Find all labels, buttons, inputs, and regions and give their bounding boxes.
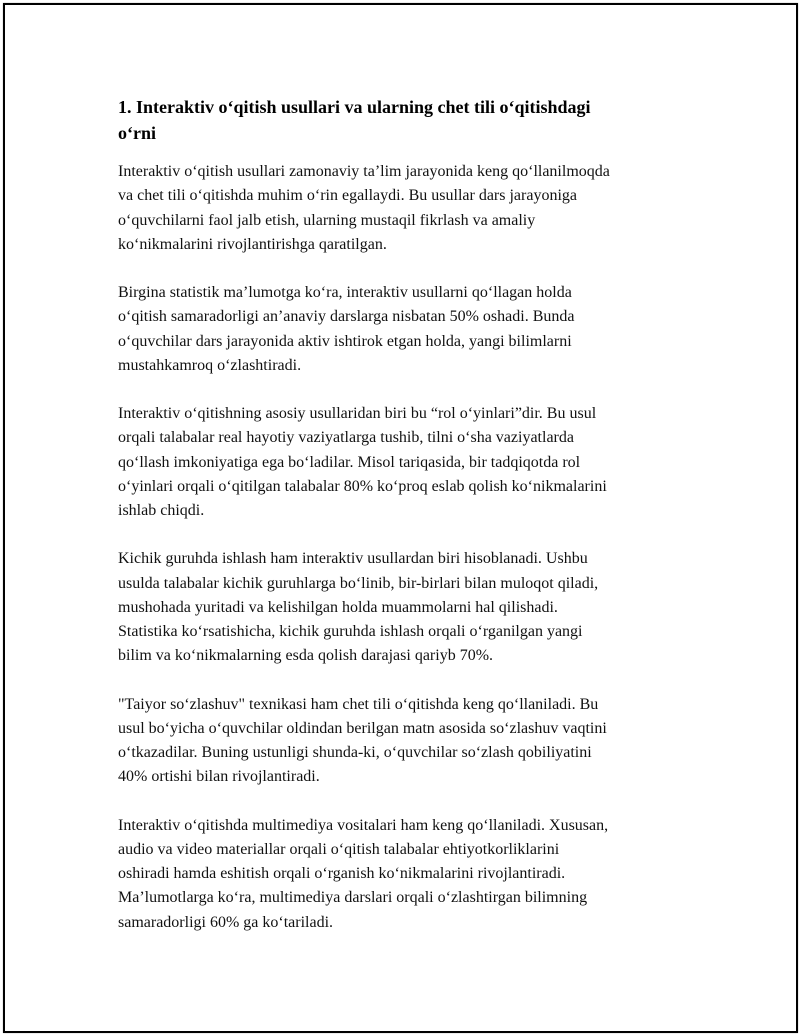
paragraph-line: Kichik guruhda ishlash ham interaktiv usullardan biri hisoblanadi. Ushbu xyxy=(118,550,588,568)
document-content xyxy=(118,94,748,959)
paragraph-line: oshiradi hamda eshitish orqali o‘rganish ko‘nikmalarini rivojlantiradi. xyxy=(118,865,566,883)
paragraph-4 xyxy=(118,547,748,668)
paragraph-line: o‘tkazadilar. Buning ustunligi shunda-ki, o‘quvchilar so‘zlash qobiliyatini xyxy=(118,744,592,762)
paragraph-line: audio va video materiallar orqali o‘qitish talabalar ehtiyotkorliklarini xyxy=(118,840,560,858)
paragraph-line: o‘yinlari orqali o‘qitilgan talabalar 80% ko‘proq eslab qolish ko‘nikmalarini xyxy=(118,477,607,495)
paragraph-line: Interaktiv o‘qitishda multimediya vositalari ham keng qo‘llaniladi. Xususan, xyxy=(118,816,609,834)
paragraph-line: va chet tili o‘qitishda muhim o‘rin egallaydi. Bu usullar dars jarayoniga xyxy=(118,187,577,205)
paragraph-line: Interaktiv o‘qitishning asosiy usullaridan biri bu “rol o‘yinlari”dir. Bu usul xyxy=(118,404,597,422)
paragraph-line: Birgina statistik ma’lumotga ko‘ra, interaktiv usullarni qo‘llagan holda xyxy=(118,283,572,301)
paragraph-6 xyxy=(118,814,748,935)
paragraph-1 xyxy=(118,160,748,257)
paragraph-line: qo‘llash imkoniyatiga ega bo‘ladilar. Misol tariqasida, bir tadqiqotda rol xyxy=(118,453,581,471)
section-title xyxy=(118,94,748,146)
section-title-line: 1. Interaktiv o‘qitish usullari va ularning chet tili o‘qitishdagi xyxy=(118,97,591,117)
paragraph-line: o‘qitish samaradorligi an’anaviy darslarga nisbatan 50% oshadi. Bunda xyxy=(118,308,575,326)
paragraph-line: bilim va ko‘nikmalarning esda qolish darajasi qariyb 70%. xyxy=(118,647,494,665)
paragraph-line: "Taiyor so‘zlashuv" texnikasi ham chet tili o‘qitishda keng qo‘llaniladi. Bu xyxy=(118,695,599,713)
paragraph-line: ishlab chiqdi. xyxy=(118,502,205,520)
paragraph-line: orqali talabalar real hayotiy vaziyatlarga tushib, tilni o‘sha vaziyatlarda xyxy=(118,429,574,447)
paragraph-line: 40% ortishi bilan rivojlantiradi. xyxy=(118,768,320,786)
paragraph-line: ko‘nikmalarini rivojlantirishga qaratilgan. xyxy=(118,235,387,253)
paragraph-line: usulda talabalar kichik guruhlarga bo‘linib, bir-birlari bilan muloqot qiladi, xyxy=(118,574,599,592)
paragraph-line: Ma’lumotlarga ko‘ra, multimediya darslari orqali o‘zlashtirgan bilimning xyxy=(118,889,588,907)
paragraph-line: Statistika ko‘rsatishicha, kichik guruhda ishlash orqali o‘rganilgan yangi xyxy=(118,623,583,641)
paragraph-line: usul bo‘yicha o‘quvchilar oldindan berilgan matn asosida so‘zlashuv vaqtini xyxy=(118,719,607,737)
paragraph-line: Interaktiv o‘qitish usullari zamonaviy ta’lim jarayonida keng qo‘llanilmoqda xyxy=(118,163,610,180)
paragraph-line: o‘quvchilar dars jarayonida aktiv ishtirok etgan holda, yangi bilimlarni xyxy=(118,332,572,350)
paragraph-line: o‘quvchilarni faol jalb etish, ularning mustaqil fikrlash va amaliy xyxy=(118,211,536,229)
paragraph-3 xyxy=(118,402,748,523)
paragraph-line: mushohada yuritadi va kelishilgan holda muammolarni hal qilishadi. xyxy=(118,598,558,616)
paragraph-5 xyxy=(118,693,748,790)
paragraph-line: mustahkamroq o‘zlashtiradi. xyxy=(118,356,302,374)
paragraph-line: samaradorligi 60% ga ko‘tariladi. xyxy=(118,913,334,931)
paragraph-2 xyxy=(118,281,748,378)
section-title-line: o‘rni xyxy=(118,123,156,143)
